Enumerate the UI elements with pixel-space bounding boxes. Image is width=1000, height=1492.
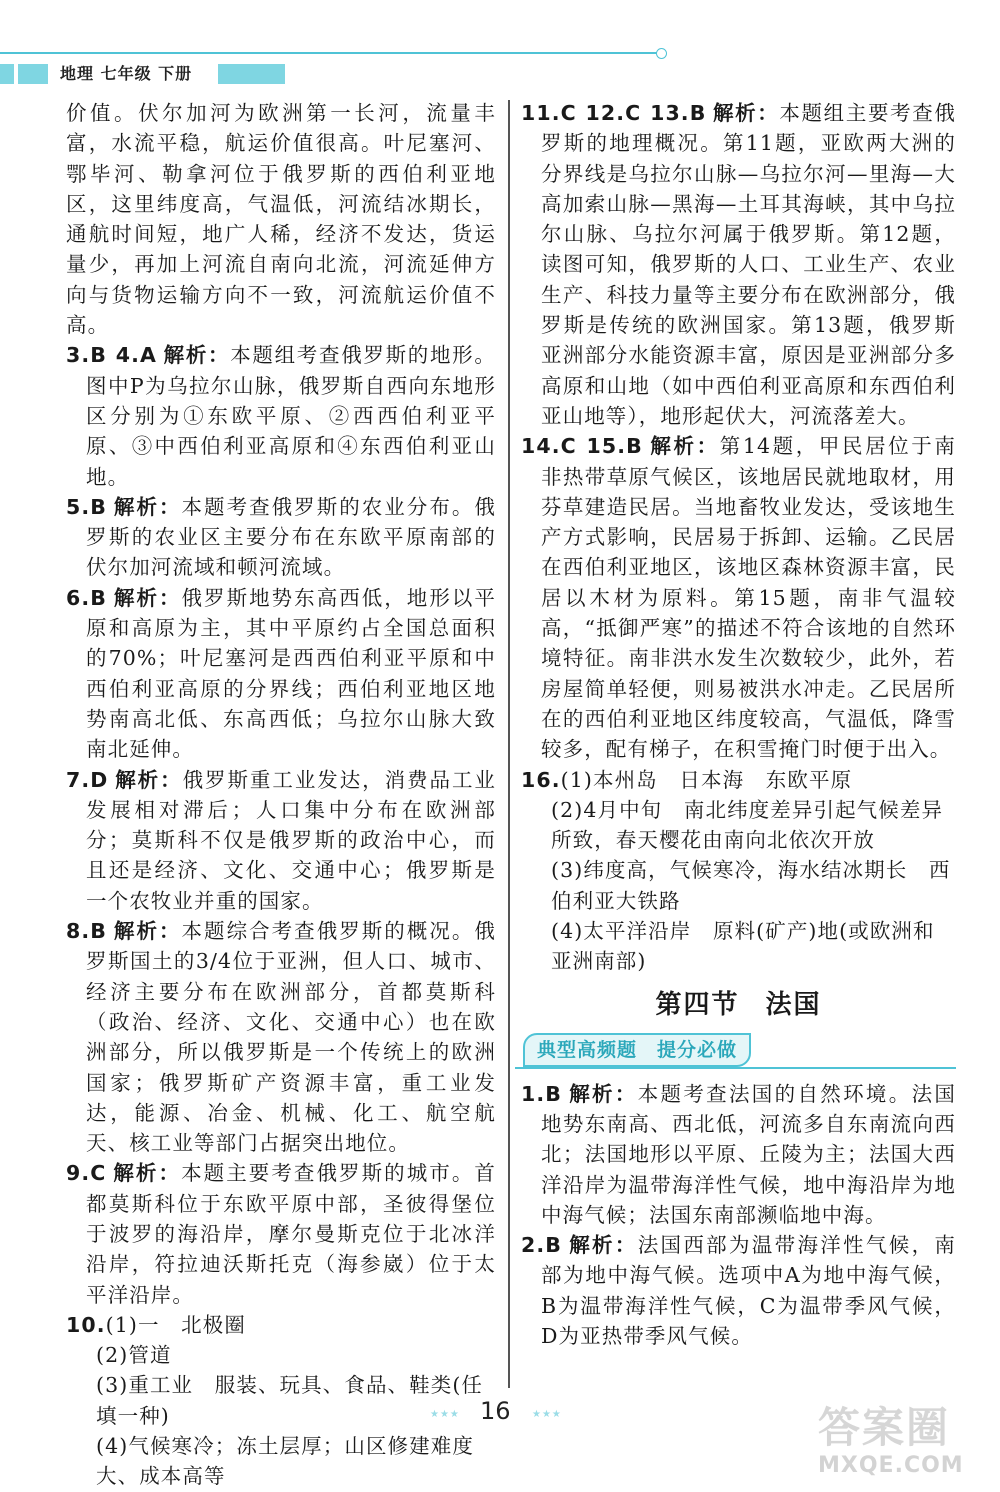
answer-item bbox=[66, 765, 496, 916]
analysis-label: 解析： bbox=[114, 767, 183, 792]
answer-item bbox=[66, 340, 496, 491]
analysis-label: 解析： bbox=[112, 585, 182, 610]
answer-text: 本题综合考查俄罗斯的概况。俄罗斯国土的3/4位于亚洲，但人口、城市、经济主要分布在欧洲部分，首都莫斯科（政治、经济、文化、交通中心）也在欧洲部分，所以俄罗斯是一个传统上的欧洲国家；俄罗斯矿产资源丰富，重工业发达，能源、冶金、机械、化工、航空航天、核工业等部门占据突出地位。 bbox=[86, 919, 496, 1156]
answer-item bbox=[66, 583, 496, 765]
answer-number: 14.C 15.B bbox=[521, 434, 643, 459]
section-heading bbox=[521, 985, 956, 1025]
answer-continuation: 价值。伏尔加河为欧洲第一长河，流量丰富，水流平稳，航运价值很高。叶尼塞河、鄂毕河、勒拿河位于俄罗斯的西伯利亚地区，这里纬度高，气温低，河流结冰期长，通航时间短，地广人稀，经济不发达，货运量少，再加上河流自南向北流，河流延伸方向与货物运输方向不一致，河流航运价值不高。 bbox=[66, 101, 496, 338]
answer-number: 6.B bbox=[66, 585, 107, 610]
sub-answer: (4)气候寒冷；冻土层厚；山区修建难度大、成本高等 bbox=[96, 1434, 474, 1489]
running-header-title: 地理 七年级 下册 bbox=[60, 64, 193, 83]
answer-number: 9.C bbox=[66, 1161, 107, 1186]
answer-number: 10. bbox=[66, 1312, 106, 1337]
sub-answer: (1)本州岛 日本海 东欧平原 bbox=[560, 767, 853, 792]
sub-answer: (2)4月中旬 南北纬度差异引起气候差异所致，春天樱花由南向北依次开放 bbox=[551, 797, 944, 853]
page-number-decoration: ★★★ bbox=[430, 1409, 460, 1420]
answer-number: 3.B 4.A bbox=[66, 343, 158, 368]
badge-label: 典型高频题 提分必做 bbox=[523, 1033, 751, 1067]
answer-text: 本题组主要考查俄罗斯的地理概况。第11题，亚欧两大洲的分界线是乌拉尔山脉—乌拉尔河—里海—大高加索山脉—黑海—土耳其海峡，其中乌拉尔山脉、乌拉尔河属于俄罗斯。第12题，读图可知，俄罗斯的人口、工业生产、农业生产、科技力量等主要分布在欧洲部分，俄罗斯是传统的欧洲国家。第13题，俄罗斯亚洲部分水能资源丰富，原因是亚洲部分多高原和山地（如中西伯利亚高原和东西伯利亚山地等），地形起伏大，河流落差大。 bbox=[541, 101, 956, 428]
answer-number: 8.B bbox=[66, 919, 107, 944]
answer-text: 本题考查俄罗斯的农业分布。俄罗斯的农业区主要分布在东欧平原南部的伏尔加河流域和顿河流域。 bbox=[86, 494, 496, 580]
analysis-label: 解析： bbox=[567, 1233, 638, 1258]
sub-answer: (3)纬度高，气候寒冷，海水结冰期长 西伯利亚大铁路 bbox=[551, 858, 951, 913]
header-rule bbox=[0, 52, 660, 54]
answer-item bbox=[66, 1158, 496, 1309]
column-divider bbox=[508, 100, 510, 1388]
left-column bbox=[66, 98, 496, 1492]
answer-number: 16. bbox=[521, 767, 561, 792]
watermark-text: 答案圈 bbox=[818, 1403, 951, 1452]
answer-text: 俄罗斯地势东高西低，地形以平原和高原为主，其中平原约占全国总面积的70%；叶尼塞河是西西伯利亚平原和中西伯利亚高原的分界线；西伯利亚地区地势南高北低、东高西低；乌拉尔山脉大致南北延伸。 bbox=[86, 585, 496, 762]
sub-answer: (1)一 北极圈 bbox=[105, 1312, 246, 1337]
practice-badge bbox=[515, 1031, 956, 1069]
page-number-decoration: ★★★ bbox=[532, 1409, 562, 1420]
analysis-label: 解析： bbox=[112, 1161, 182, 1186]
answer-number: 1.B bbox=[521, 1081, 562, 1106]
sub-answer: (4)太平洋沿岸 原料(矿产)地(或欧洲和亚洲南部) bbox=[551, 919, 935, 974]
answer-text: 本题考查法国的自然环境。法国地势东南高、西北低，河流多自东南流向西北；法国地形以平原、丘陵为主；法国大西洋沿岸为温带海洋性气候，地中海沿岸为地中海气候；法国东南部濒临地中海。 bbox=[541, 1081, 956, 1227]
answer-text: 俄罗斯重工业发达，消费品工业发展相对滞后；人口集中分布在欧洲部分；莫斯科不仅是俄罗斯的政治中心，而且还是经济、文化、交通中心；俄罗斯是一个农牧业并重的国家。 bbox=[86, 767, 496, 913]
answer-item bbox=[66, 916, 496, 1158]
answer-item bbox=[521, 765, 956, 795]
analysis-label: 解析： bbox=[112, 494, 182, 519]
analysis-label: 解析： bbox=[648, 434, 720, 459]
header-bar-block bbox=[218, 64, 285, 84]
answer-number: 2.B bbox=[521, 1233, 562, 1258]
answer-text: 本题组考查俄罗斯的地形。图中P为乌拉尔山脉，俄罗斯自西向东地形区分别为①东欧平原、②西西伯利亚平原、③中西伯利亚高原和④东西伯利亚山地。 bbox=[86, 343, 496, 489]
watermark-logo bbox=[818, 1404, 994, 1488]
header-bar-block bbox=[18, 64, 48, 84]
answer-item bbox=[66, 492, 496, 583]
sub-answer: (2)管道 bbox=[96, 1343, 172, 1368]
analysis-label: 解析： bbox=[112, 919, 182, 944]
section-number: 第四节 bbox=[655, 989, 740, 1020]
answer-item bbox=[521, 1079, 956, 1230]
header-bar-block bbox=[0, 64, 14, 84]
right-column bbox=[521, 98, 956, 1351]
answer-number: 7.D bbox=[66, 767, 109, 792]
analysis-label: 解析： bbox=[567, 1081, 638, 1106]
answer-item bbox=[521, 1230, 956, 1351]
analysis-label: 解析： bbox=[712, 101, 780, 125]
watermark-url: MXQE.COM bbox=[818, 1453, 964, 1478]
answer-text: 本题主要考查俄罗斯的城市。首都莫斯科位于东欧平原中部，圣彼得堡位于波罗的海沿岸，摩尔曼斯克位于北冰洋沿岸，符拉迪沃斯托克（海参崴）位于太平洋沿岸。 bbox=[86, 1161, 496, 1307]
answer-number: 11.C 12.C 13.B bbox=[521, 101, 707, 125]
answer-number: 5.B bbox=[66, 494, 107, 519]
answer-text: 第14题，甲民居位于南非热带草原气候区，该地居民就地取材，用芬草建造民居。当地畜牧业发达，受该地生产方式影响，民居易于拆卸、运输。乙民居在西伯利亚地区，该地区森林资源丰富，民居以木材为原料。第15题，南非气温较高，“抵御严寒”的描述不符合该地的自然环境特征。南非洪水发生次数较少，此外，若房屋简单轻便，则易被洪水冲走。乙民居所在的西伯利亚地区纬度较高，气温低，降雪较多，配有梯子，在积雪掩门时便于出入。 bbox=[541, 434, 957, 762]
answer-item bbox=[66, 1310, 496, 1340]
badge-rule bbox=[515, 1067, 956, 1069]
analysis-label: 解析： bbox=[163, 343, 231, 368]
page-number: 16 bbox=[480, 1397, 511, 1425]
answer-item bbox=[521, 98, 956, 431]
answer-item bbox=[521, 431, 956, 764]
sub-answer: (3)重工业 服装、玩具、食品、鞋类(任填一种) bbox=[96, 1373, 484, 1428]
answer-text: 法国西部为温带海洋性气候，南部为地中海气候。选项中A为地中海气候，B为温带海洋性气候，C为温带季风气候，D为亚热带季风气候。 bbox=[541, 1233, 956, 1348]
header-rule-dot bbox=[656, 48, 667, 59]
section-name: 法国 bbox=[765, 989, 822, 1020]
